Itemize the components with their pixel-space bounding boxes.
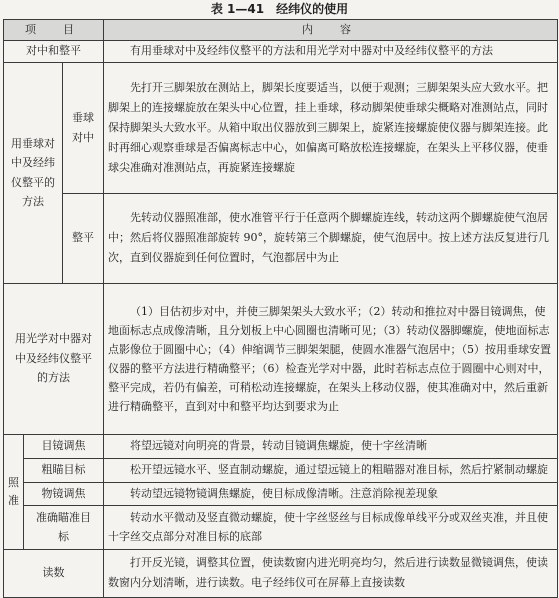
table-row xyxy=(4,62,558,193)
sub-label-aiming: 准确瞄准目标 xyxy=(24,505,104,549)
row-text-aiming: 转动水平微动及竖直微动螺旋，使十字丝竖丝与目标成像单线平分或双丝夹准，并且使十字丝交点部分对准目标的底部 xyxy=(104,505,558,549)
sub-label-plumb-centering: 垂球对中 xyxy=(63,62,104,193)
row-text-reading: 打开反光镜，调整其位置，使读数窗内进光明亮均匀，然后进行读数显微镜调焦，使读数窗内分划清晰，进行读数。电子经纬仪可在屏幕上直接读数 xyxy=(104,549,558,597)
header-content: 内 容 xyxy=(104,20,558,41)
row-text-aiming: 松开望远镜水平、竖直制动螺旋，通过望远镜上的粗瞄器对准目标，然后拧紧制动螺旋 xyxy=(104,458,558,482)
table-row xyxy=(4,193,558,283)
row-label-plumb-method: 用垂球对中及经纬仪整平的方法 xyxy=(4,62,63,283)
row-text-optical-method: （1）目估初步对中，并使三脚架架头大致水平；（2）转动和推拉对中器目镜调焦，使地面标志点成像清晰，且分划板上中心圆圈也清晰可见；（3）转动仪器脚螺旋，使地面标志点影像位于圆圈中心；（4）伸缩调节三脚架架腿，使圆水准器气泡居中；（5）按用垂球安置仪器的整平方法进行精确整平；（6）检查光学对中器，此时若标志点位于圆圈中心则对中，整平完成，若仍有偏差，可稍松动连接螺旋，在架头上移动仪器，使其准确对中，然后重新进行精确整平，直到对中和整平均达到要求为止 xyxy=(104,283,558,434)
row-label-optical-method: 用光学对中器对中及经纬仪整平的方法 xyxy=(4,283,104,434)
row-text-leveling: 先转动仪器照准部，使水准管平行于任意两个脚螺旋连线，转动这两个脚螺旋使气泡居中；然后将仪器照准部旋转 90°，旋转第三个脚螺旋，使气泡居中。按上述方法反复进行几次，直到仪器旋到任何位置时，气泡都居中为止 xyxy=(104,193,558,283)
row-text-aiming: 转动望远镜物镜调焦螺旋，使目标成像清晰。注意消除视差现象 xyxy=(104,482,558,505)
row-label-reading: 读数 xyxy=(4,549,104,597)
table-row xyxy=(4,505,558,549)
row-text-aiming: 将望远镜对向明亮的背景，转动目镜调焦螺旋，使十字丝清晰 xyxy=(104,434,558,458)
table-row xyxy=(4,434,558,458)
table-row xyxy=(4,549,558,597)
header-item: 项 目 xyxy=(4,20,104,41)
sub-label-aiming: 目镜调焦 xyxy=(24,434,104,458)
row-label-aiming: 照准 xyxy=(4,434,24,549)
sub-label-aiming: 粗瞄目标 xyxy=(24,458,104,482)
table-caption: 表 1—41 经纬仪的使用 xyxy=(210,2,349,16)
sub-label-leveling: 整平 xyxy=(63,193,104,283)
row-text-center-level: 有用垂球对中及经纬仪整平的方法和用光学对中器对中及经纬仪整平的方法 xyxy=(104,40,558,62)
row-label-center-level: 对中和整平 xyxy=(4,40,104,62)
table-header-row xyxy=(4,20,558,41)
table-row xyxy=(4,40,558,62)
table-row xyxy=(4,482,558,505)
theodolite-usage-table xyxy=(3,19,558,598)
row-text-plumb-centering: 先打开三脚架放在测站上，脚架长度要适当，以便于观测；三脚架架头应大致水平。把脚架上的连接螺旋放在架头中心位置，挂上垂球，移动脚架使垂球尖概略对准测站点，同时保持脚架头大致水平。从箱中取出仪器放到三脚架上，旋紧连接螺旋使仪器与脚架连接。此时再细心观察垂球是否偏离标志中心，如偏离可略放松连接螺旋，在架头上平移仪器，使垂球尖准确对准测站点，再旋紧连接螺旋 xyxy=(104,62,558,193)
table-row xyxy=(4,283,558,434)
table-row xyxy=(4,458,558,482)
sub-label-aiming: 物镜调焦 xyxy=(24,482,104,505)
